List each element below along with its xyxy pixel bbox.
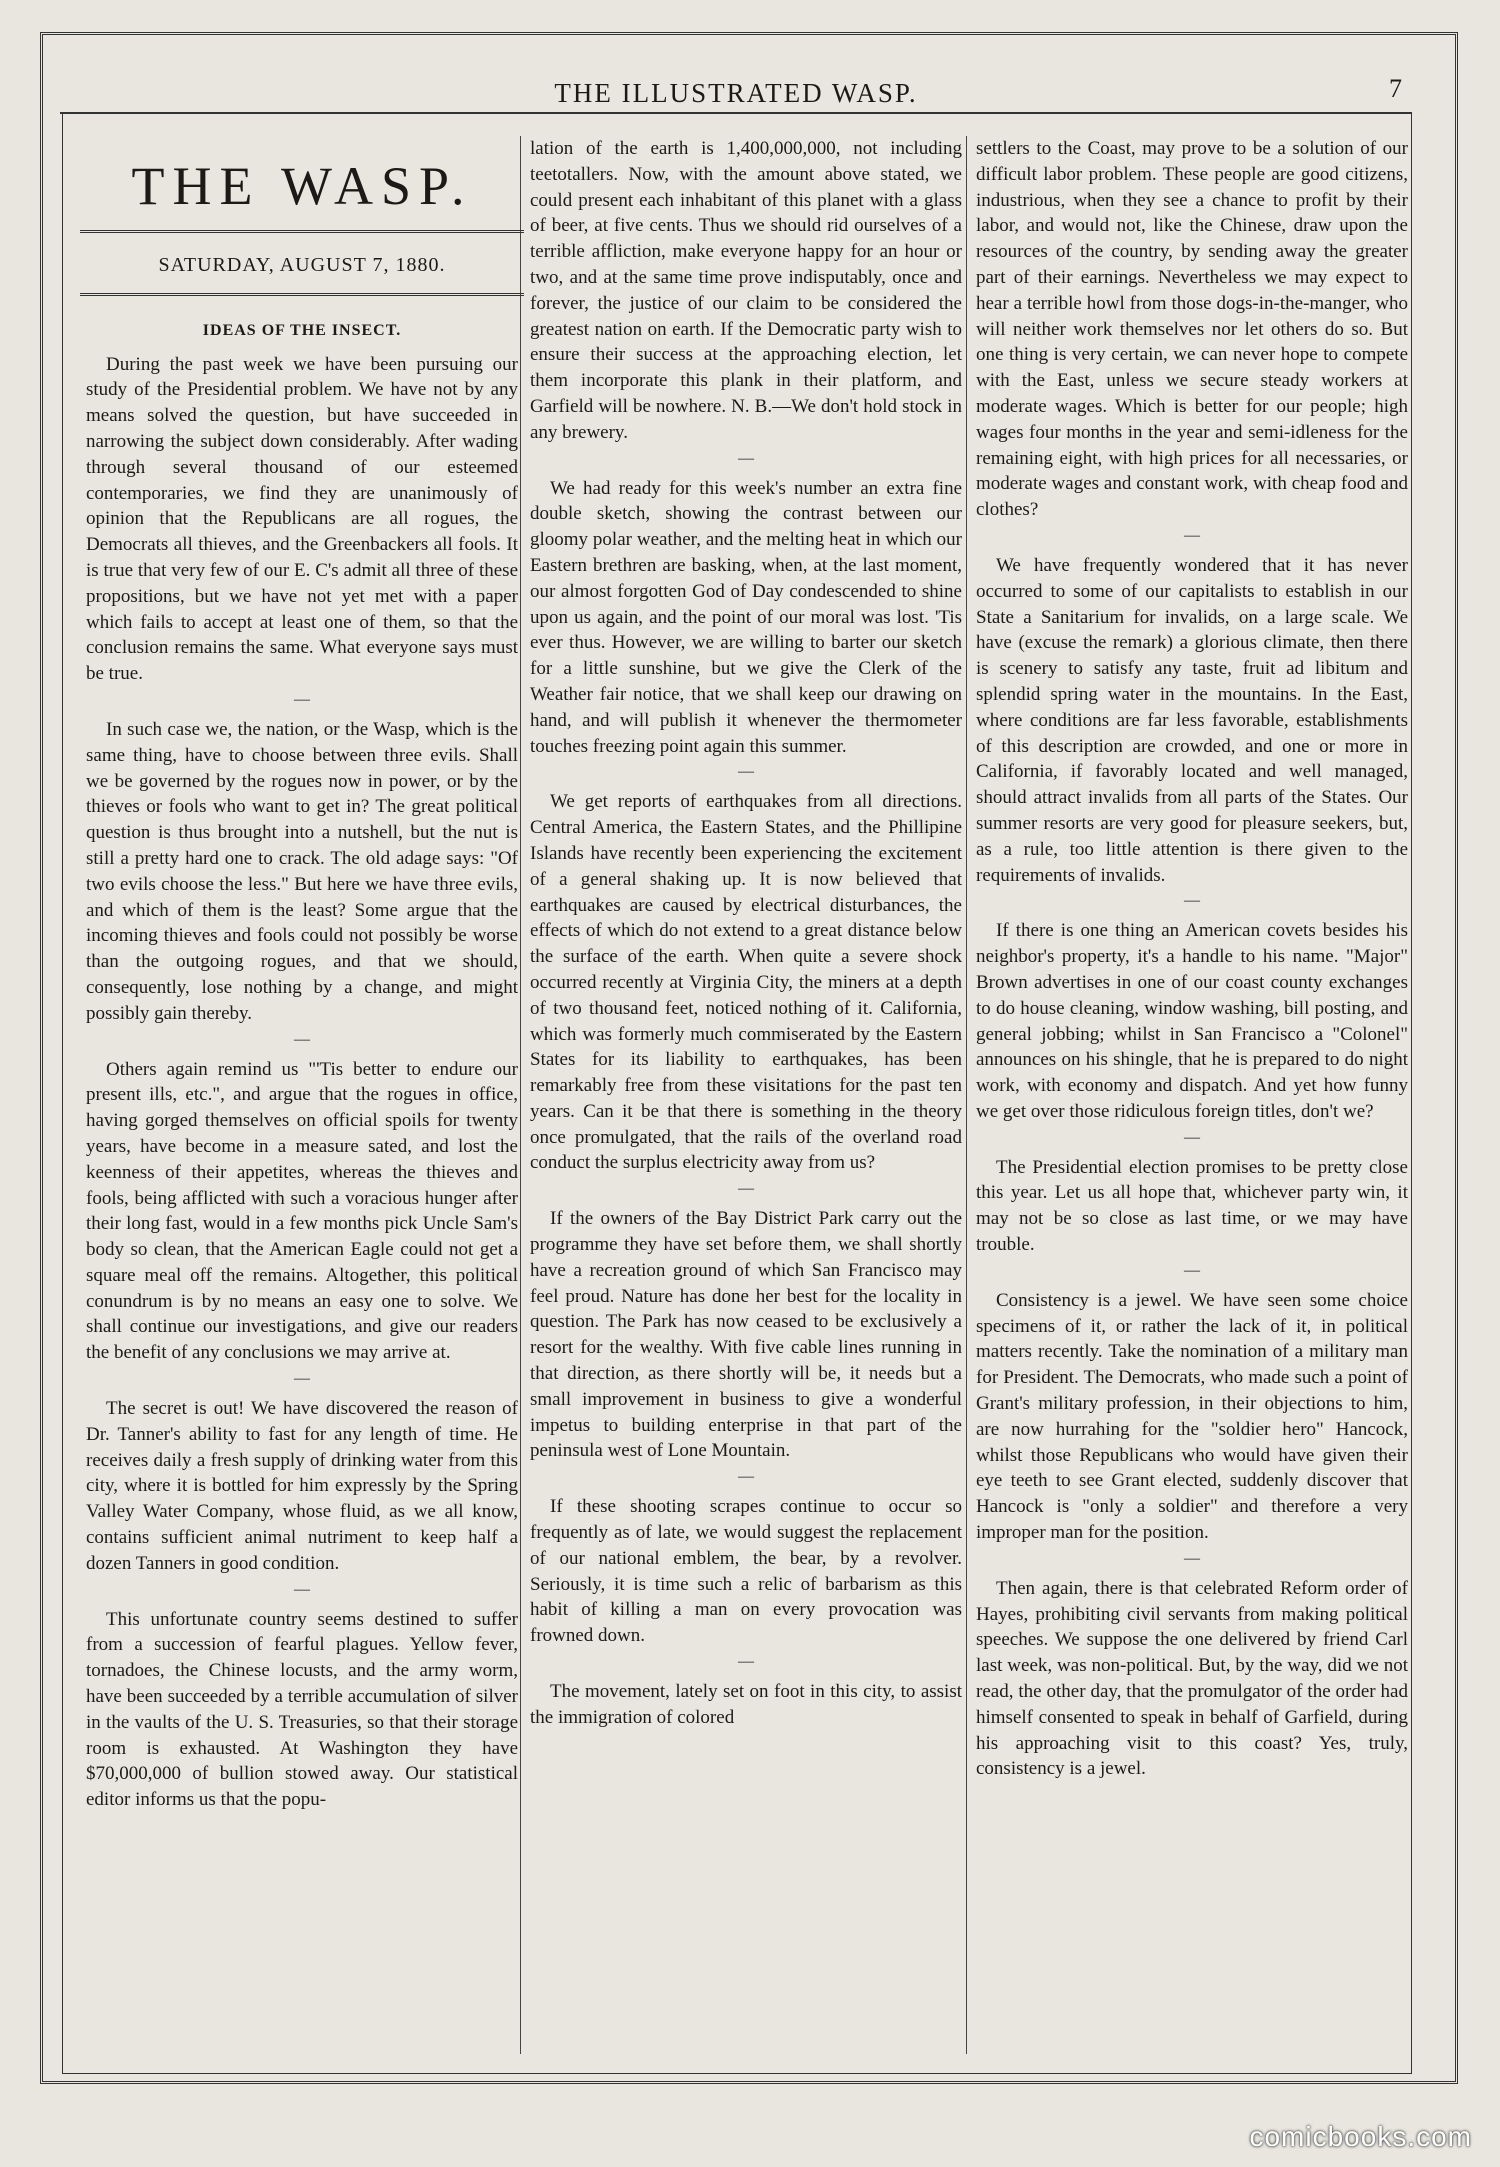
paragraph: If the owners of the Bay District Park carry out the programme they have set before them, we shall shortly have a recreation ground of which San Francisco may feel proud. Nature has done her best for the locality in question. The Park has now ceased to be exclusively a resort for the wealthy. With five cable lines running in that direction, as there shortly will be, it needs but a small improvement in business to give a wonderful impetus to building enterprise in that part of the peninsula west of Lone Mountain.: [530, 1208, 962, 1462]
separator: —: [294, 1580, 310, 1598]
watermark: comicbooks.com: [1249, 2121, 1472, 2152]
paragraph: lation of the earth is 1,400,000,000, not including teetotallers. Now, with the amount above stated, we could present each inhabitant of this planet with a glass of beer, at five cents. Thus we should rid ourselves of a terrible affliction, make everyone happy for an hour or two, and at the same time prove indisputably, once and forever, the justice of our claim to be considered the greatest nation on earth. If the Democratic party wish to ensure their success at the approaching election, let them incorporate this plank in their platform, and Garfield will be nowhere. N. B.—We don't hold stock in any brewery.: [530, 138, 962, 443]
separator: —: [294, 690, 310, 708]
masthead-rule: [80, 230, 524, 237]
paragraph: We had ready for this week's number an extra fine double sketch, showing the contrast between our gloomy polar weather, and the melting heat in which our Eastern brethren are basking, when, at the last moment, our almost forgotten God of Day condescended to shine upon us again, and the point of our moral was lost. 'Tis ever thus. However, we are willing to barter our sketch for a little sunshine, but we give the Clerk of the Weather fair notice, that we shall keep our drawing on hand, and will publish it whenever the thermometer touches freezing point again this summer.: [530, 477, 962, 757]
column-1: [86, 150, 518, 1813]
separator: —: [738, 1180, 754, 1198]
paragraph: The Presidential election promises to be pretty close this year. Let us all hope that, whichever party win, it may not be so close as last time, or we may have trouble.: [976, 1156, 1408, 1256]
paragraph: If these shooting scrapes continue to occur so frequently as of late, we would suggest the replacement of our national emblem, the bear, by a revolver. Seriously, it is time such a relic of barbarism as this habit of killing a man on every provocation was frowned down.: [530, 1496, 962, 1647]
paragraph: During the past week we have been pursuing our study of the Presidential problem. We have not by any means solved the question, but have succeeded in narrowing the subject down considerably. After wading through several thousand of our esteemed contemporaries, we find they are unanimously of opinion that the Republicans are all rogues, the Democrats all thieves, and the Greenbackers all fools. It is true that very few of our E. C's admit all three of these propositions, but we have not yet met with a paper which fails to accept at least one of them, so that the conclusion remains the same. What everyone says must be true.: [86, 353, 518, 685]
separator: —: [294, 1370, 310, 1388]
separator: —: [738, 449, 754, 467]
column-2: [530, 136, 962, 1731]
paragraph: In such case we, the nation, or the Wasp, which is the same thing, have to choose between three evils. Shall we be governed by the rogues now in power, or by the thieves or fools who want to get in? The great political question is thus brought into a nutshell, but the nut is still a pretty hard one to crack. The old adage says: "Of two evils choose the less." But here we have three evils, and which of them is the least? Some argue that the incoming thieves and fools could not possibly be worse than the outgoing rogues, and that we should, consequently, lose nothing by a change, and might possibly gain thereby.: [86, 718, 518, 1024]
paragraph: If there is one thing an American covets besides his neighbor's property, it's a handle to his name. "Major" Brown advertises in one of our coast county exchanges to do house cleaning, window washing, bill posting, and general jobbing; whilst in San Francisco a "Colonel" announces on his shingle, that he is prepared to do night work, with economy and dispatch. And yet how funny we get over those ridiculous foreign titles, don't we?: [976, 920, 1408, 1122]
paragraph: Consistency is a jewel. We have seen some choice specimens of it, or rather the lack of it, in political matters recently. Take the nomination of a military man for President. The Democrats, who made such a point of Grant's military profession, in their objections to him, are now hurrahing for the "soldier hero" Hancock, whilst those Republicans who would have given their eye teeth to see Grant elected, suddenly discover that Hancock is "only a soldier" and therefore a very improper man for the position.: [976, 1289, 1408, 1544]
page-number: 7: [1389, 74, 1402, 103]
separator: —: [1184, 1549, 1200, 1567]
paragraph: Others again remind us "'Tis better to endure our present ills, etc.", and argue that the rogues in office, having gorged themselves on official spoils for twenty years, have become in a measure sated, and lost the keenness of their appetites, whereas the thieves and fools, being afflicted with such a voracious hunger after their long fast, would in a few months pick Uncle Sam's body so clean, that the American Eagle could not get a square meal off the remains. Altogether, this political conundrum is by no means an easy one to solve. We shall continue our investigations, and give our readers the benefit of any conclusions we may arrive at.: [86, 1058, 518, 1364]
paragraph: We get reports of earthquakes from all directions. Central America, the Eastern States, and the Phillipine Islands have recently been experiencing the excitement of a general shaking up. It is now believed that earthquakes are caused by electrical disturbances, the effects of which do not extend to a great distance below the surface of the earth. When quite a severe shock occurred recently at Virginia City, the miners at a depth of two thousand feet, noticed nothing of it. California, which was formerly much commiserated by the Eastern States for its liability to earthquakes, has been remarkably free from these visitations for the past ten years. Can it be that there is something in the theory once promulgated, that the rails of the overland road conduct the surplus electricity away from us?: [530, 791, 962, 1174]
paragraph: Then again, there is that celebrated Reform order of Hayes, prohibiting civil servants from making political speeches. We suppose the one delivered by friend Carl last week, was non-political. But, by the way, did we not read, the other day, that the promulgator of the order had himself consented to speak in behalf of Garfield, during his approaching visit to this coast? Yes, truly, consistency is a jewel.: [976, 1577, 1408, 1780]
separator: —: [1184, 1261, 1200, 1279]
paragraph: The movement, lately set on foot in this city, to assist the immigration of colored: [530, 1681, 962, 1728]
masthead-title: THE WASP.: [131, 156, 473, 216]
paragraph: We have frequently wondered that it has never occurred to some of our capitalists to establish in our State a Sanitarium for invalids, on a large scale. We have (excuse the remark) a glorious climate, then there is scenery to satisfy any taste, fruit ad libitum and splendid spring water in the mountains. In the East, where conditions are far less favorable, establishments of this description are crowded, and one or more in California, if favorably located and well managed, should attract invalids from all parts of the States. Our summer resorts are very good for pleasure seekers, but, as a rule, too little attention is there given to the requirements of invalids.: [976, 554, 1408, 886]
dateline-rule: [80, 293, 524, 300]
section-heading: IDEAS OF THE INSECT.: [202, 321, 402, 339]
column-3: [976, 136, 1408, 1782]
paragraph: This unfortunate country seems destined to suffer from a succession of fearful plagues. Yellow fever, tornadoes, the Chinese locusts, and the army worm, have been succeeded by a terrible accumulation of silver in the vaults of the U. S. Treasuries, so that their storage room is exhausted. At Washington they have $70,000,000 of bullion stowed away. Our statistical editor informs us that the popu-: [86, 1608, 518, 1811]
separator: —: [738, 1653, 754, 1671]
dateline: SATURDAY, AUGUST 7, 1880.: [158, 254, 446, 276]
separator: —: [294, 1030, 310, 1048]
paragraph: settlers to the Coast, may prove to be a solution of our difficult labor problem. These people are good citizens, industrious, when they see a chance to profit by their labor, and would not, like the Chinese, draw upon the resources of the country, by sending away the greater part of their earnings. Nevertheless we may expect to hear a terrible howl from those dogs-in-the-manger, who will neither work themselves nor let others do so. But one thing is very certain, we can never hope to compete with the East, unless we secure steady workers at moderate wages. Which is better for our people; high wages four months in the year and semi-idleness for the remaining eight, with high prices for all necessaries, or moderate wages and constant work, with cheap food and clothes?: [976, 138, 1408, 521]
column-rule: [520, 136, 521, 2054]
separator: —: [1184, 1128, 1200, 1146]
separator: —: [1184, 892, 1200, 910]
separator: —: [738, 1468, 754, 1486]
column-rule: [966, 136, 967, 2054]
separator: —: [1184, 526, 1200, 544]
paragraph: The secret is out! We have discovered the reason of Dr. Tanner's ability to fast for any length of time. He receives daily a fresh supply of drinking water from this city, where it is bottled for him expressly by the Spring Valley Water Company, whose fluid, as we all know, contains sufficient animal nutriment to keep half a dozen Tanners in good condition.: [86, 1398, 518, 1574]
separator: —: [738, 763, 754, 781]
running-head: [60, 72, 1412, 114]
running-title: THE ILLUSTRATED WASP.: [554, 78, 918, 108]
